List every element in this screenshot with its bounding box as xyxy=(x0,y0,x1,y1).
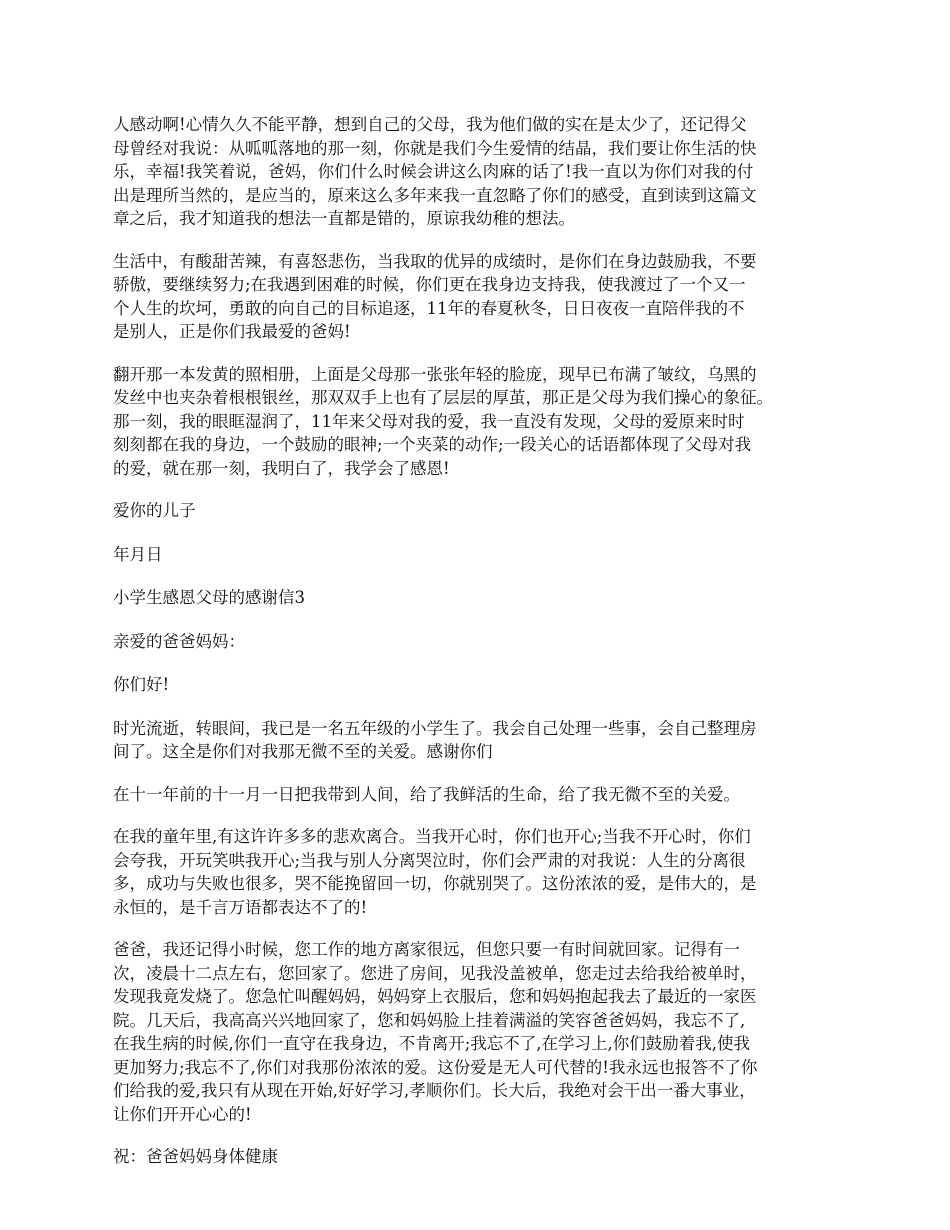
paragraph-childhood: 在我的童年里,有这许许多多的悲欢离合。当我开心时，你们也开心;当我不开心时，你们 会夸我，开玩笑哄我开心;当我与别人分离哭泣时，你们会严肃的对我说：人生的分离很 多，成功与失败也很多，哭不能挽留回一切，你就别哭了。这份浓浓的爱，是伟大的，是 永恒的，是千言万语都表达不了的! xyxy=(113,827,757,917)
greeting: 你们好! xyxy=(113,675,170,694)
paragraph-life: 生活中，有酸甜苦辣，有喜怒悲伤，当我取的优异的成绩时，是你们在身边鼓励我，不要 骄傲，要继续努力;在我遇到困难的时候，你们更在我身边支持我，使我渡过了一个又一 个人生的坎坷，勇敢的向自己的目标追逐，11年的春夏秋冬，日日夜夜一直陪伴我的不 是别人，正是你们我最爱的爸妈! xyxy=(113,251,757,341)
paragraph-reflection: 人感动啊!心情久久不能平静，想到自己的父母，我为他们做的实在是太少了，还记得父 母曾经对我说：从呱呱落地的那一刻，你就是我们今生爱情的结晶，我们要让你生活的快 乐，幸福!我笑着说，爸妈，你们什么时候会讲这么肉麻的话了!我一直以为你们对我的付 出是理所当然的，是应当的，原来这么多年来我一直忽略了你们的感受，直到读到这篇文 章之后，我才知道我的想法一直都是错的，原谅我幼稚的想法。 xyxy=(113,115,757,228)
salutation: 亲爱的爸爸妈妈： xyxy=(113,631,245,651)
paragraph-father-memory: 爸爸，我还记得小时候，您工作的地方离家很远，但您只要一有时间就回家。记得有一 次，凌晨十二点左右，您回家了。您进了房间，见我没盖被单，您走过去给我给被单时， 发现我竟发烧了。您急忙叫醒妈妈，妈妈穿上衣服后，您和妈妈抱起我去了最近的一家医 院。几天后，我高高兴兴地回家了，您和妈妈脸上挂着满溢的笑容爸爸妈妈，我忘不了, 在我生病的时候,你们一直守在我身边，不肯离开;我忘不了,在学习上,你们鼓励着我,使我 更加努力;我忘不了,你们对我那份浓浓的爱。这份爱是无人可代替的!我永远也报答不了你 们给我的爱,我只有从现在开始,好好学习,孝顺你们。长大后，我绝对会干出一番大事业， 让你们开开心心的! xyxy=(113,940,758,1124)
paragraph-photo-album: 翻开那一本发黄的照相册，上面是父母那一张张年轻的脸庞，现早已布满了皱纹，乌黑的 发丝中也夹杂着根根银丝，那双双手上也有了层层的厚茧，那正是父母为我们操心的象征。 那一刻，我的眼眶湿润了，11年来父母对我的爱，我一直没有发现，父母的爱原来时时 刻刻都在我的身边，一个鼓励的眼神;一个夹菜的动作;一段关心的话语都体现了父母对我 的爱，就在那一刻，我明白了，我学会了感恩! xyxy=(113,364,773,478)
section-title: 小学生感恩父母的感谢信3 xyxy=(113,588,305,607)
paragraph-time-passes: 时光流逝，转眼间，我已是一名五年级的小学生了。我会自己处理一些事，会自己整理房 间了。这全是你们对我那无微不至的关爱。感谢你们 xyxy=(113,718,757,761)
blessing: 祝：爸爸妈妈身体健康 xyxy=(113,1147,278,1166)
paragraph-birth: 在十一年前的十一月一日把我带到人间，给了我鲜活的生命，给了我无微不至的关爱。 xyxy=(113,784,740,804)
date-line: 年月日 xyxy=(113,544,163,564)
signature-son: 爱你的儿子 xyxy=(113,501,196,520)
letter-body xyxy=(113,113,853,1189)
